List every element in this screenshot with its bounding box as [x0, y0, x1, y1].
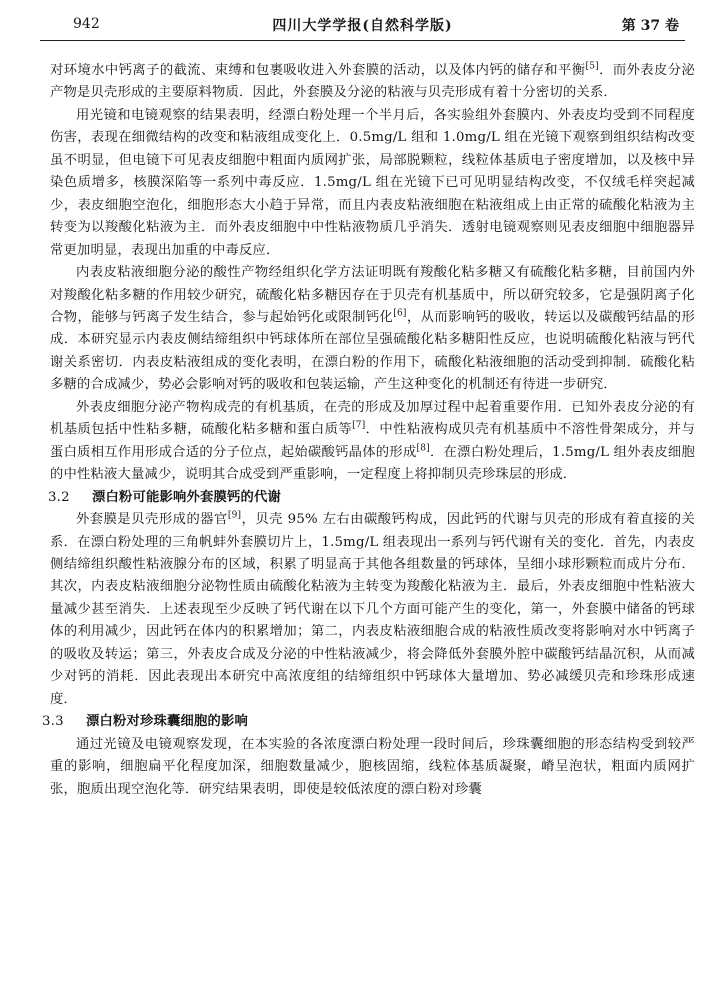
paragraph: 外表皮细胞分泌产物构成壳的有机基质，在壳的形成及加厚过程中起着重要作用．已知外表皮分泌的有机基质包括中性粘多糖，硫酸化粘多糖和蛋白质等[7]．中性粘液构成贝壳有机基质中不溶性骨架成分，并与蛋白质相互作用形成合适的分子位点，起始碳酸钙晶体的形成[8]．在漂白粉处理后，1.5mg/L 组外表皮细胞的中性粘液大量减少，说明其合成受到严重影响，一定程度上将抑制贝壳珍珠层的形成． [50, 399, 695, 483]
citation: [5] [585, 61, 599, 72]
article-body [42, 60, 695, 801]
journal-title: 四川大学学报(自然科学版) [272, 18, 453, 34]
running-header [40, 6, 685, 41]
citation: [7] [352, 420, 366, 431]
section-heading-3-2: 3.2 漂白粉可能影响外套膜钙的代谢 [48, 489, 281, 505]
paragraph: 外套膜是贝壳形成的器官[9]，贝壳 95% 左右由碳酸钙构成，因此钙的代谢与贝壳的形成有着直接的关系．在漂白粉处理的三角帆蚌外套膜切片上，1.5mg/L 组表现出一系列与钙代谢有关的变化．首先，内表皮侧结缔组织酸性粘液腺分布的区域，积累了明显高于其他各组数量的钙球体，呈细小球形颗粒而成片分布．其次，内表皮粘液细胞分泌物性质由硫酸化粘液为主转变为羧酸化粘液为主．最后，外表皮细胞中性粘液大量减少甚至消失．上述表现至少反映了钙代谢在以下几个方面可能产生的变化，第一，外套膜中储备的钙球体的利用减少，因此钙在体内的积累增加；第二，内表皮粘液细胞合成的粘液性质改变将影响对水中钙离子的吸收及转运；第三，外表皮合成及分泌的中性粘液减少，将会降低外套膜外腔中碳酸钙结晶沉积，从而减少对钙的消耗．因此表现出本研究中高浓度组的结缔组织中钙球体大量增加、势必减缓贝壳和珍珠形成速度． [50, 510, 695, 707]
citation: [6] [393, 308, 407, 319]
citation: [8] [416, 443, 430, 454]
paragraph: 通过光镜及电镜观察发现，在本实验的各浓度漂白粉处理一段时间后，珍珠囊细胞的形态结构受到较严重的影响，细胞扁平化程度加深，细胞数量减少，胞核固缩，线粒体基质凝聚，嵴呈泡状，粗面内质网扩张，胞质出现空泡化等．研究结果表明，即使是较低浓度的漂白粉对珍囊 [50, 736, 695, 797]
page-number: 942 [73, 16, 100, 32]
volume-label: 第 37 卷 [621, 18, 679, 34]
section-heading-3-3: 3.3 漂白粉对珍珠囊细胞的影响 [42, 714, 248, 730]
paragraph: 用光镜和电镜观察的结果表明，经漂白粉处理一个半月后，各实验组外套膜内、外表皮均受到不同程度伤害，表现在细微结构的改变和粘液组成变化上．0.5mg/L 组和 1.0mg/L 组在光镜下观察到组织结构改变虽不明显，但电镜下可见表皮细胞中粗面内质网扩张，局部脱颗粒，线粒体基质电子密度增加，以及核中异染色质增多，核膜深陷等一系列中毒反应．1.5mg/L 组在光镜下已可见明显结构改变，不仅绒毛样突起减少，表皮细胞空泡化，细胞形态大小趋于异常，而且内表皮粘液细胞在粘液组成上由正常的硫酸化粘液为主转变为以羧酸化粘液为主．而外表皮细胞中中性粘液物质几乎消失．透射电镜观察则见表皮细胞中细胞器异常更加明显，表现出加重的中毒反应． [50, 107, 695, 258]
citation: [9] [227, 510, 242, 521]
paragraph: 内表皮粘液细胞分泌的酸性产物经组织化学方法证明既有羧酸化粘多糖又有硫酸化粘多糖，目前国内外对羧酸化粘多糖的作用较少研究，硫酸化粘多糖因存在于贝壳有机基质中，所以研究较多，它是强阴离子化合物，能够与钙离子发生结合，参与起始钙化或限制钙化[6]，从而影响钙的吸收，转运以及碳酸钙结晶的形成．本研究显示内表皮侧结缔组织中钙球体所在部位呈强硫酸化粘多糖阳性反应，也说明硫酸化粘液与钙代谢关系密切．内表皮粘液组成的变化表明，在漂白粉的作用下，硫酸化粘液细胞的活动受到抑制．硫酸化粘多糖的合成减少，势必会影响对钙的吸收和包装运输，产生这种变化的机制还有待进一步研究． [50, 265, 695, 393]
paragraph: 对环境水中钙离子的截流、束缚和包裹吸收进入外套膜的活动，以及体内钙的储存和平衡[5]．而外表皮分泌产物是贝壳形成的主要原料物质．因此，外套膜及分泌的粘液与贝壳形成有着十分密切的关系． [50, 61, 695, 101]
